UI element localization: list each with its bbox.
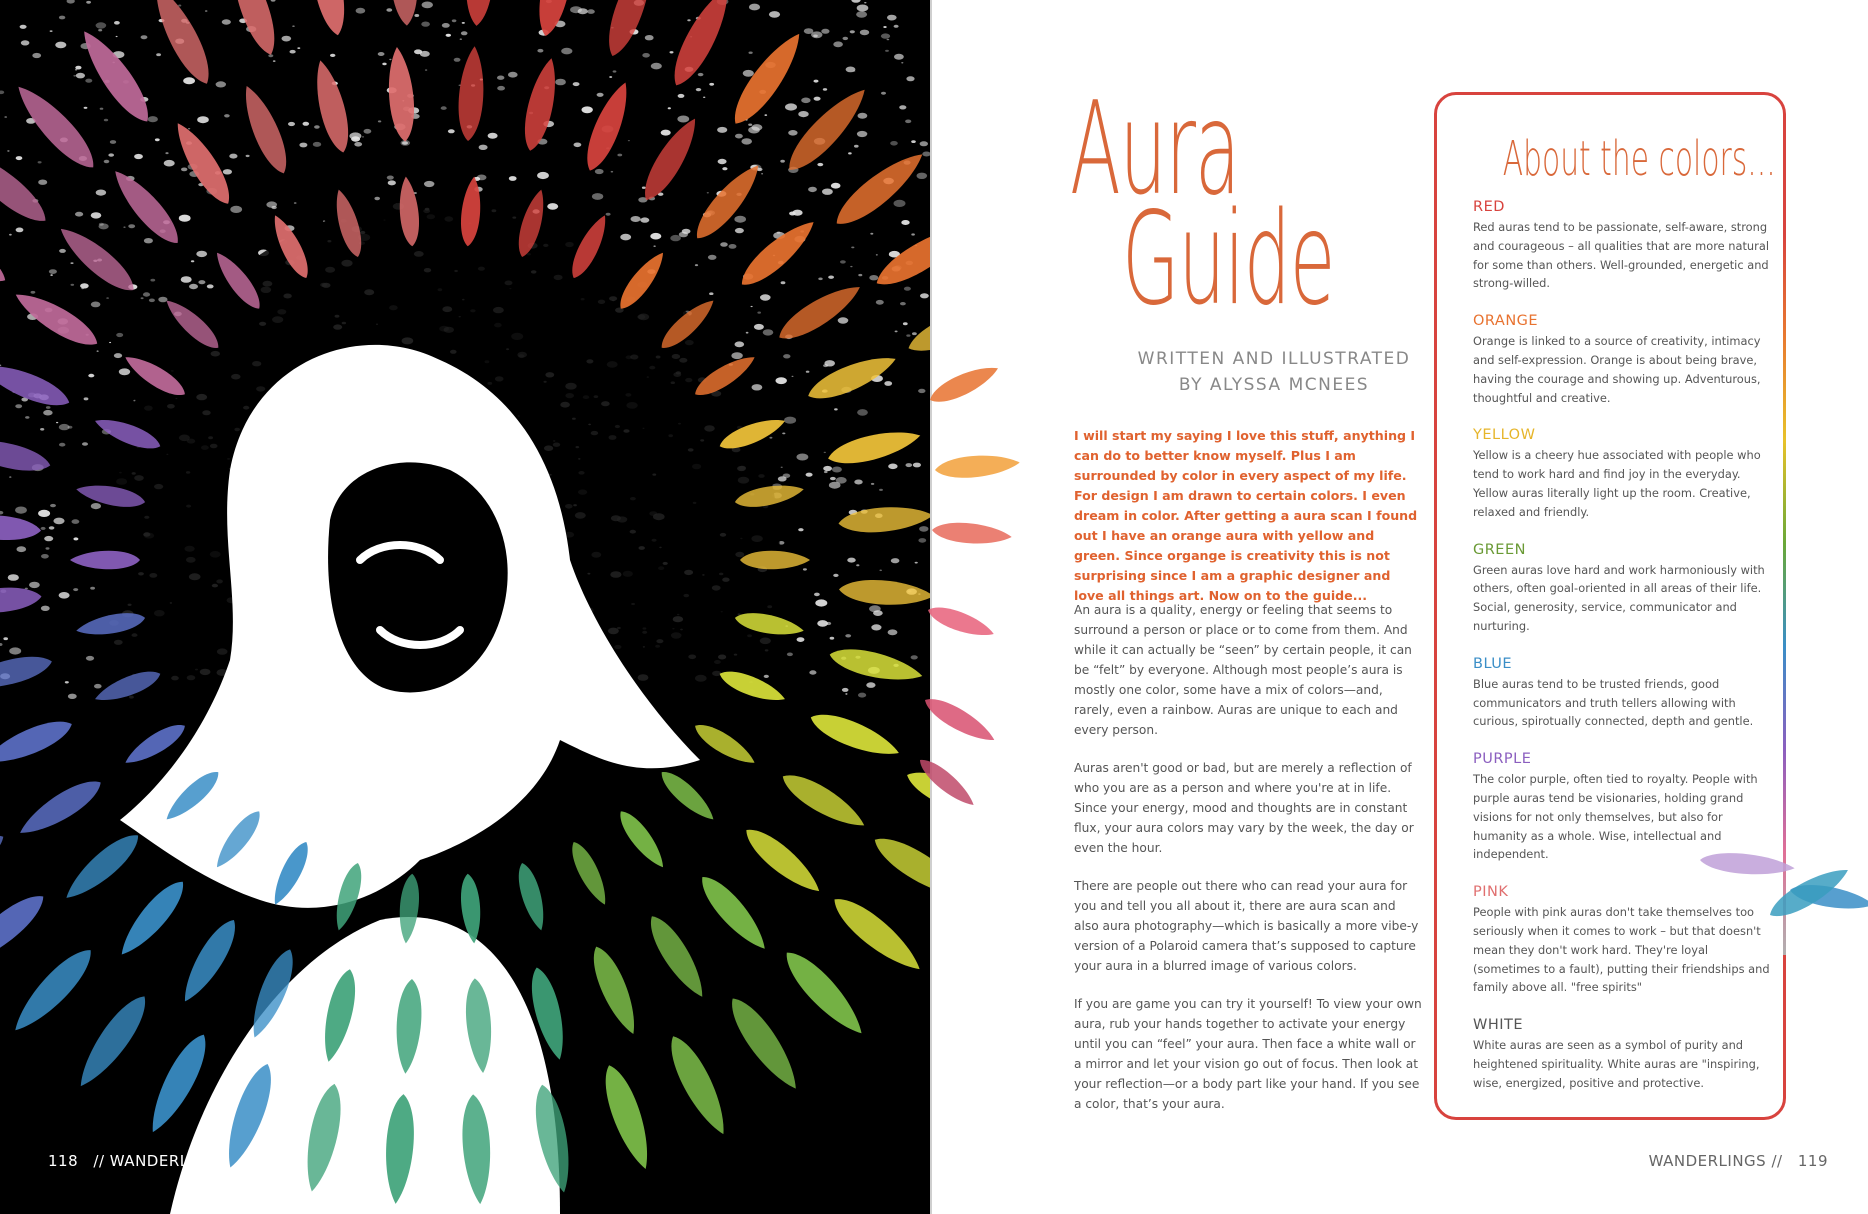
title-line-2: Guide (1122, 185, 1335, 334)
byline-line-2: BY ALYSSA MCNEES (1178, 375, 1370, 395)
article-title (1070, 75, 1335, 334)
color-description: Red auras tend to be passionate, self-aware, strong and courageous – all qualities that are more natural for some than others. Well-grounded, energetic and strong-willed. (1473, 220, 1769, 291)
color-entry-red (1473, 199, 1773, 293)
body-paragraph: Auras aren't good or bad, but are merely a reflection of who you are as a person and where you're at in life. Since your energy, mood and thoughts are in constant flux, your aura colors may vary by the week, the day or even the hour. (1074, 761, 1414, 855)
left-page-number: 118 (48, 1152, 79, 1170)
colors-list (1473, 199, 1773, 1113)
right-folio (1649, 1152, 1828, 1170)
byline (1114, 346, 1434, 398)
color-entry-blue (1473, 656, 1773, 731)
color-entry-pink (1473, 884, 1773, 997)
body-paragraph: There are people out there who can read your aura for you and tell you all about it, there are aura scan and also aura photography—which is basically a more vibe-y version of a Polaroid camera that’s supposed to capture your aura in a blurred image of various colors. (1074, 879, 1419, 973)
color-heading: PURPLE (1473, 751, 1532, 768)
color-heading: YELLOW (1473, 427, 1536, 444)
body-paragraph: An aura is a quality, energy or feeling that seems to surround a person or place or to come from them. And while it can actually be “seen” by certain people, it can be “felt” by everyone. Although most people’s aura is mostly one color, some have a mix of colors—and, rarely, even a rainbow. Auras are unique to each and every person. (1074, 603, 1412, 737)
color-heading: WHITE (1473, 1017, 1524, 1034)
color-heading: BLUE (1473, 655, 1513, 672)
color-heading: PINK (1473, 884, 1509, 901)
left-folio (48, 1152, 227, 1170)
body-paragraph: If you are game you can try it yourself! To view your own aura, rub your hands together to activate your energy until you can “feel” your aura. Then face a white wall or a mirror and let your vision go out of focus. Then look at your reflection—or a body part like your hand. If you see a color, that’s your aura. (1074, 997, 1422, 1111)
right-running-head: WANDERLINGS // (1648, 1152, 1783, 1170)
color-heading: ORANGE (1473, 313, 1539, 330)
left-running-head: // WANDERLINGS (93, 1152, 228, 1170)
title-line-1: Aura (1070, 75, 1240, 224)
color-entry-orange (1473, 313, 1773, 407)
color-entry-purple (1473, 751, 1773, 864)
color-heading: RED (1473, 199, 1505, 215)
color-description: White auras are seen as a symbol of purity and heightened spirituality. White auras are "inspiring, wise, energized, positive and protective. (1473, 1038, 1760, 1090)
aura-illustration (0, 0, 930, 1214)
color-description: The color purple, often tied to royalty. People with purple auras tend be visionaries, holding grand visions for not only themselves, but also for humanity as a whole. Wise, intellectual and independent. (1473, 772, 1758, 862)
byline-line-1: WRITTEN AND ILLUSTRATED (1137, 349, 1411, 369)
color-description: People with pink auras don't take themselves too seriously when it comes to work – but that doesn't mean they don't work hard. They're loyal (sometimes to a fault), putting their friendships and family above all. "free spirits" (1473, 905, 1770, 995)
color-description: Blue auras tend to be trusted friends, good communicators and truth tellers allowing with curious, spirotually connected, depth and gentle. (1473, 676, 1754, 729)
color-entry-green (1473, 542, 1773, 636)
right-page (932, 0, 1868, 1214)
color-description: Yellow is a cheery hue associated with people who tend to work hard and find joy in the everyday. Yellow auras literally light up the room. Creative, relaxed and friendly. (1473, 448, 1761, 519)
left-page-illustration (0, 0, 930, 1214)
color-description: Green auras love hard and work harmoniously with others, often goal-oriented in all areas of their life. Social, generosity, service, communicator and nurturing. (1473, 562, 1765, 633)
rainbow-border-accent (1783, 235, 1786, 955)
colors-sidebar (1434, 92, 1786, 1120)
color-entry-yellow (1473, 427, 1773, 521)
color-description: Orange is linked to a source of creativity, intimacy and self-expression. Orange is about being brave, having the courage and showing up. Adventurous, thoughtful and creative. (1473, 334, 1761, 405)
sidebar-title: About the colors... (1502, 131, 1776, 187)
color-heading: GREEN (1473, 541, 1526, 558)
intro-paragraph: I will start my saying I love this stuff, anything I can do to better know myself. Plus I am surrounded by color in every aspect of my life. For design I am drawn to certain colors. I even dream in color. After getting a aura scan I found out I have an orange aura with yellow and green. Since organge is creativity this is not surprising since I am a graphic designer and love all things art. Now on to the guide... (1074, 428, 1418, 603)
right-page-number: 119 (1797, 1152, 1828, 1170)
article-body (1074, 600, 1422, 1132)
color-entry-white (1473, 1017, 1773, 1092)
